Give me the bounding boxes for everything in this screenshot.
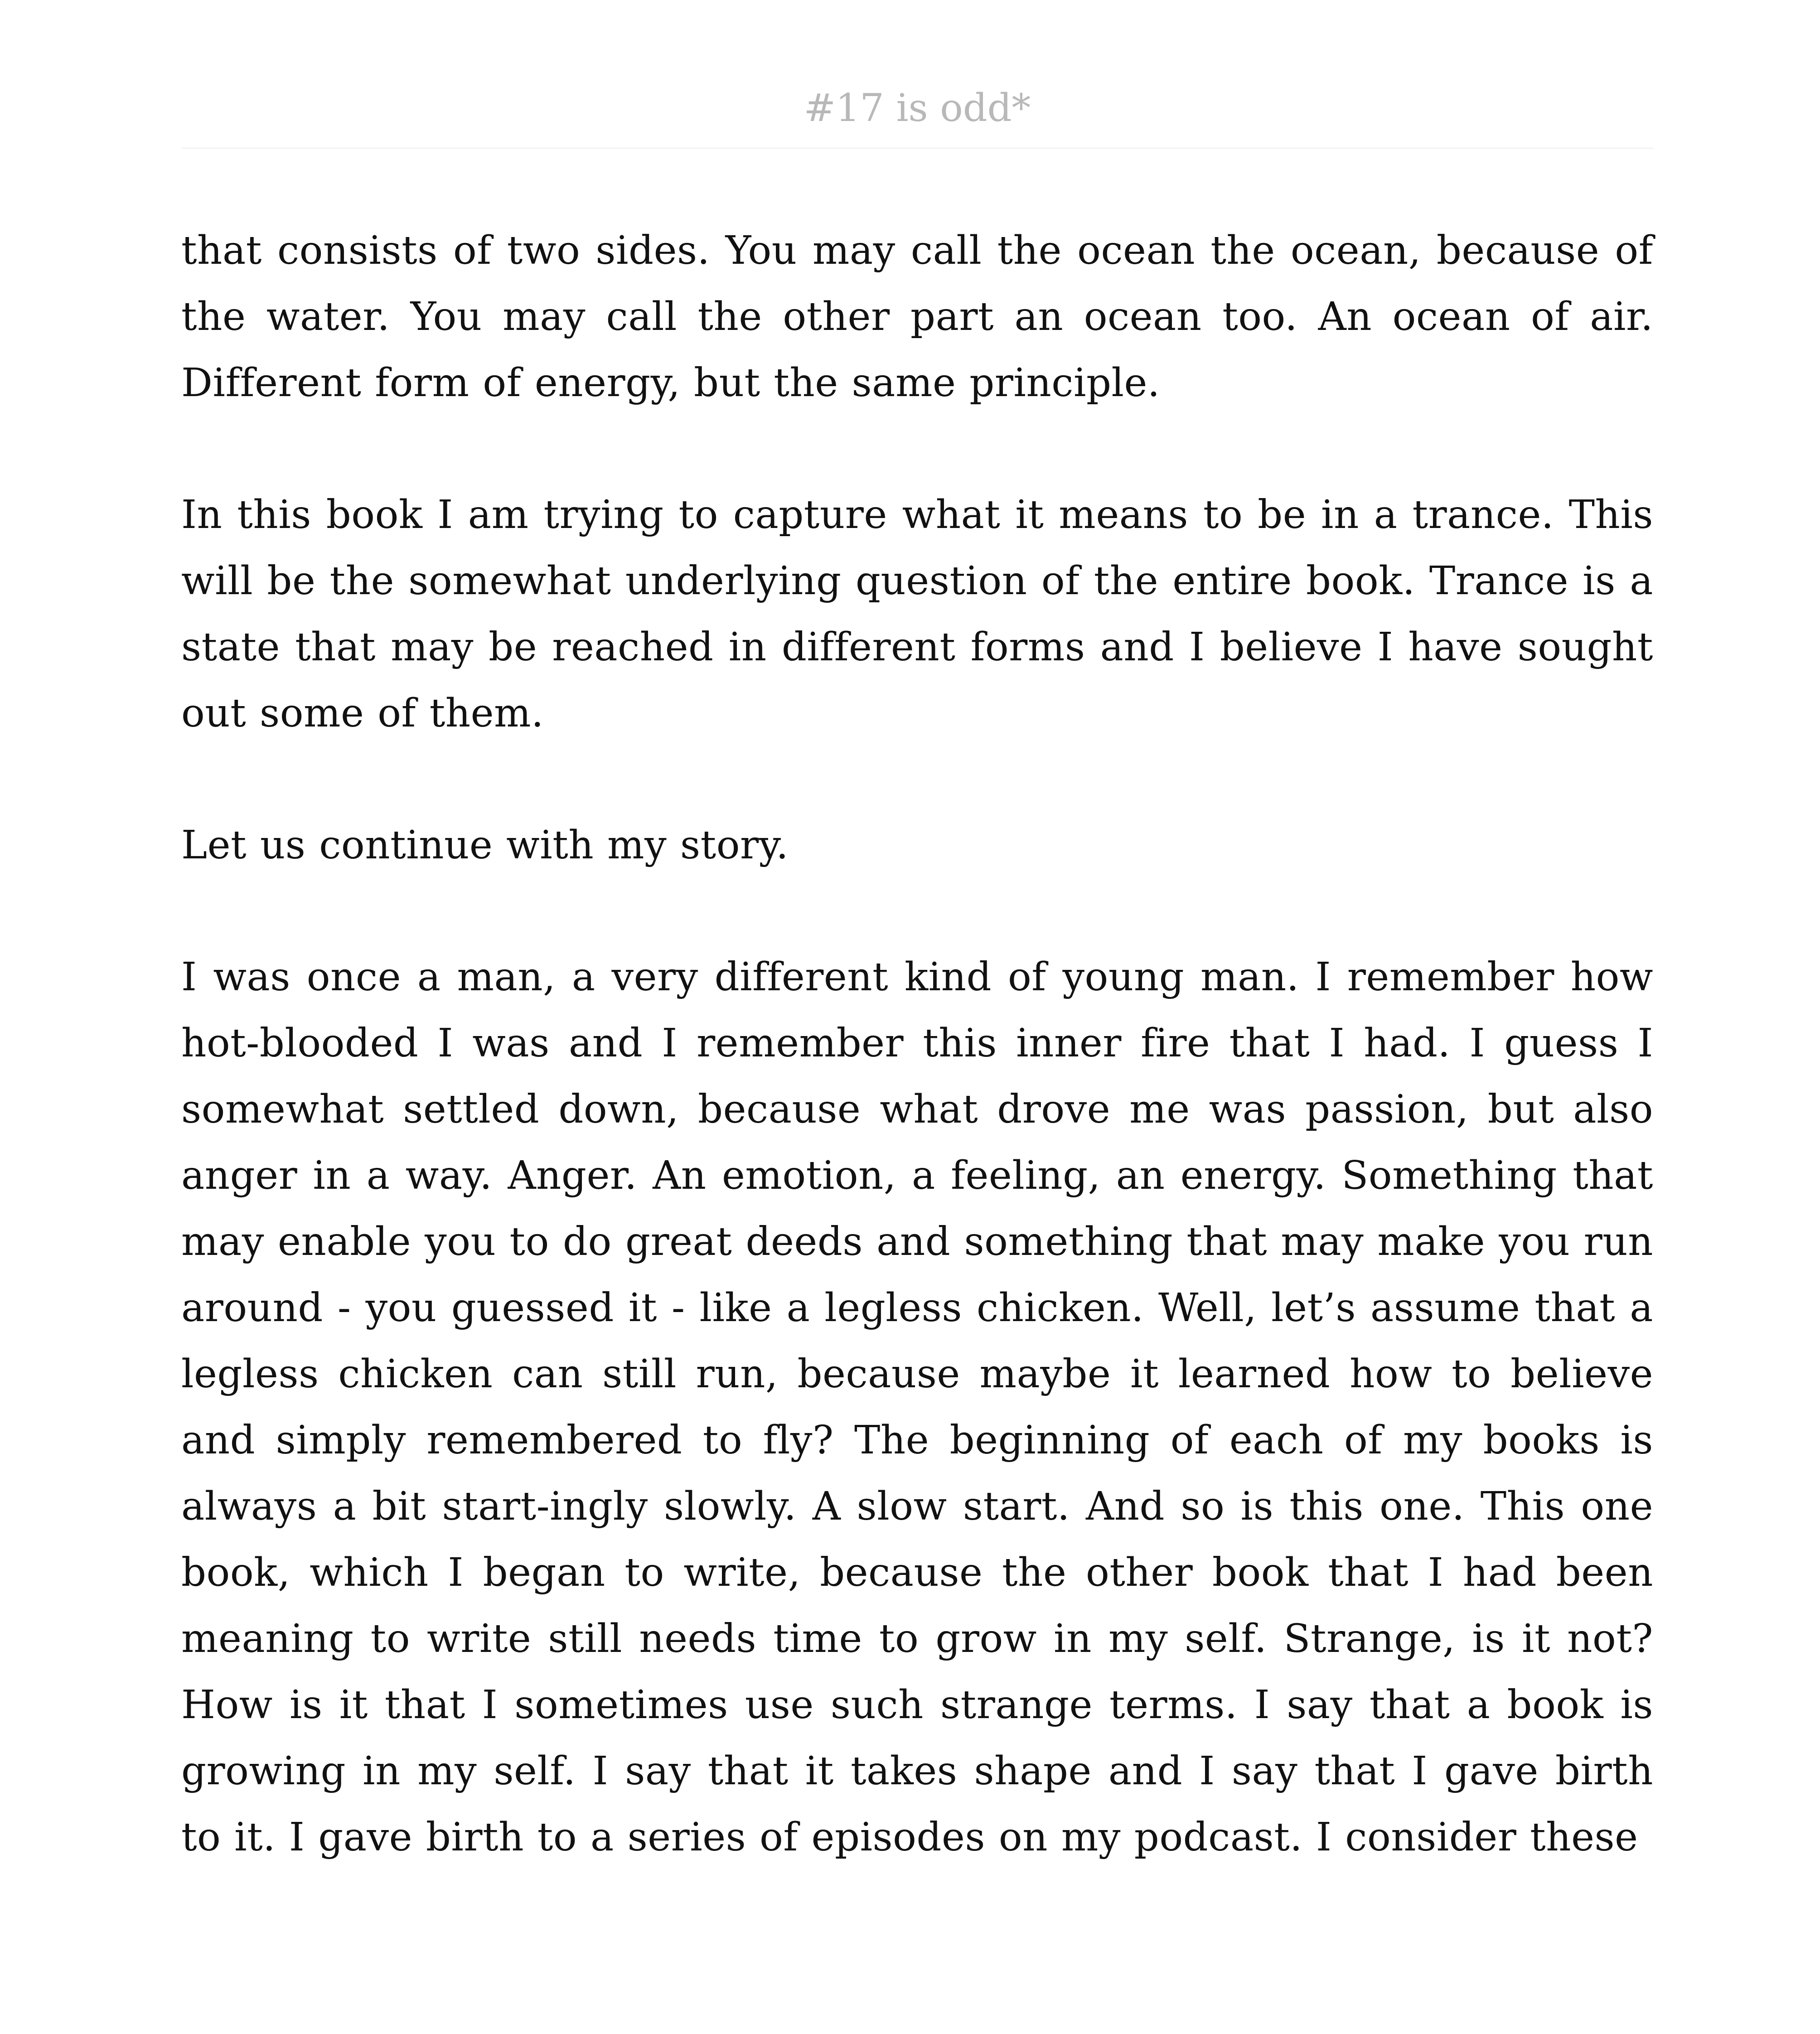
paragraph-story: I was once a man, a very different kind of young man. I remember how hot-blooded I was and I remember this inner fire that I had. I guess I somewhat settled down, because what drove me was passion, but also anger in a way. Anger. An emotion, a feeling, an energy. Something that may enable you to do great deeds and something that may make you run around - you guessed it - like a legless chicken. Well, let’s assume that a legless chicken can still run, because maybe it learned how to believe and simply remembered to fly? The beginning of each of my books is always a bit start-ingly slowly. A slow start. And so is this one. This one book, which I began to write, because the other book that I had been meaning to write still needs time to grow in my self. Strange, is it not? How is it that I sometimes use such strange terms. I say that a book is growing in my self. I say that it takes shape and I say that I gave birth to it. I gave birth to a series of episodes on my podcast. I consider these: [181, 954, 1653, 1860]
body-text: [181, 218, 1653, 1870]
paragraph-continue: Let us continue with my story.: [181, 823, 789, 868]
paragraph-trance: In this book I am trying to capture what it means to be in a trance. This will be the somewhat underlying question of the entire book. Trance is a state that may be reached in different forms and I believe I have sought out some of them.: [181, 492, 1653, 736]
running-header-title: #17 is odd*: [804, 86, 1031, 130]
paragraph-ocean: that consists of two sides. You may call the ocean the ocean, because of the water. You may call the other part an ocean too. An ocean of air. Different form of energy, but the same principle.: [181, 228, 1653, 406]
header-divider: [181, 148, 1653, 149]
